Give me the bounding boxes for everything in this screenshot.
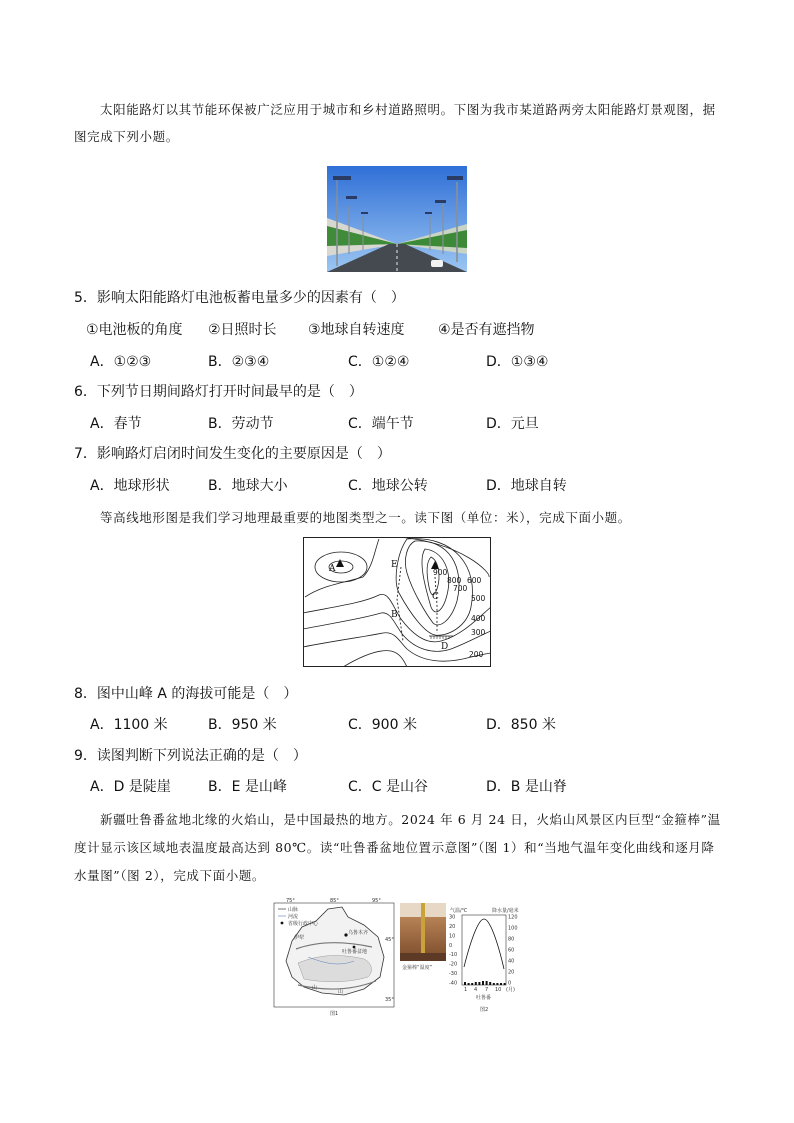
label-c: C bbox=[432, 592, 439, 602]
month-10: 10 bbox=[495, 987, 502, 993]
question-6-stem: 6．下列节日期间路灯打开时间最早的是（ ） bbox=[74, 384, 363, 400]
left-tick-label: 10 bbox=[449, 933, 456, 940]
label-b: B bbox=[391, 610, 398, 620]
right-tick-label: 20 bbox=[508, 969, 515, 976]
fig2-station: 吐鲁番 bbox=[476, 995, 492, 1001]
q8-option-a[interactable]: A．1100 米 bbox=[90, 717, 168, 733]
q9-option-b[interactable]: B．E 是山峰 bbox=[208, 779, 287, 795]
contour-400: 400 bbox=[471, 614, 486, 623]
right-tick-label: 0 bbox=[508, 980, 512, 987]
question-7-stem: 7．影响路灯启闭时间发生变化的主要原因是（ ） bbox=[74, 446, 391, 462]
fig2-right-title: 降水量/毫米 bbox=[492, 908, 519, 914]
right-tick-label: 60 bbox=[508, 947, 515, 954]
contour-800: 800 bbox=[447, 576, 462, 585]
left-tick-label: 20 bbox=[449, 923, 456, 930]
solar-lamp-photo bbox=[327, 166, 467, 272]
photo-caption: 金箍棒“温度” bbox=[402, 965, 433, 971]
label-a: A bbox=[329, 564, 336, 574]
intro-contour-map: 等高线地形图是我们学习地理最重要的地图类型之一。读下图（单位：米），完成下面小题。 bbox=[100, 510, 631, 525]
q5-item-3: ③地球自转速度 bbox=[308, 322, 405, 338]
turpan-dot-icon bbox=[353, 946, 356, 949]
q9-option-d[interactable]: D．B 是山脊 bbox=[486, 779, 567, 795]
thermometer-photo bbox=[400, 903, 446, 973]
q7-option-d[interactable]: D．地球自转 bbox=[486, 478, 567, 494]
q8-option-c[interactable]: C．900 米 bbox=[348, 717, 417, 733]
q6-option-c[interactable]: C．端午节 bbox=[348, 416, 414, 432]
fig2-left-title: 气温/℃ bbox=[450, 908, 468, 914]
lon-75: 75° bbox=[286, 898, 295, 904]
contour-900: 900 bbox=[433, 568, 448, 577]
q5-item-2: ②日照时长 bbox=[208, 322, 277, 338]
left-tick-label: -40 bbox=[449, 980, 458, 987]
place-urumqi: 乌鲁木齐 bbox=[348, 930, 369, 936]
contour-200: 200 bbox=[469, 650, 484, 659]
legend-capital: 省级行政中心 bbox=[288, 921, 319, 927]
q7-option-a[interactable]: A．地球形状 bbox=[90, 478, 170, 494]
q5-option-d[interactable]: D．①③④ bbox=[486, 354, 549, 370]
month-1: 1 bbox=[464, 987, 468, 993]
lon-95: 95° bbox=[372, 898, 381, 904]
month-unit: (月) bbox=[506, 987, 515, 993]
q5-option-c[interactable]: C．①②④ bbox=[348, 354, 410, 370]
contour-map bbox=[303, 537, 491, 667]
contour-300: 300 bbox=[471, 628, 486, 637]
left-tick-label: -30 bbox=[449, 971, 458, 978]
left-tick-label: 0 bbox=[449, 942, 453, 949]
month-7: 7 bbox=[485, 987, 489, 993]
fig1-caption: 图1 bbox=[330, 1011, 339, 1017]
q7-option-c[interactable]: C．地球公转 bbox=[348, 478, 428, 494]
contour-700: 700 bbox=[453, 584, 468, 593]
q6-option-b[interactable]: B．劳动节 bbox=[208, 416, 274, 432]
lat-45: 45° bbox=[385, 937, 394, 943]
right-tick-label: 80 bbox=[508, 936, 515, 943]
legend-mountain: 山脉 bbox=[288, 907, 299, 913]
contour-500: 500 bbox=[471, 594, 486, 603]
left-tick-label: -20 bbox=[449, 961, 458, 968]
turpan-climate-chart bbox=[448, 903, 528, 1015]
q5-item-4: ④是否有遮挡物 bbox=[438, 322, 535, 338]
q8-option-d[interactable]: D．850 米 bbox=[486, 717, 556, 733]
intro-solar-lamp: 太阳能路灯以其节能环保被广泛应用于城市和乡村道路照明。下图为我市某道路两旁太阳能路灯景观图，据图完成下列小题。 bbox=[74, 102, 716, 144]
right-tick-label: 100 bbox=[508, 925, 518, 932]
place-turpan: 吐鲁番盆地 bbox=[342, 949, 368, 955]
turpan-location-map bbox=[268, 897, 398, 1017]
legend-river: 河流 bbox=[288, 914, 299, 920]
q5-option-a[interactable]: A．①②③ bbox=[90, 354, 152, 370]
fig2-caption: 图2 bbox=[480, 1007, 489, 1013]
place-mountain-2: 山 bbox=[338, 989, 344, 995]
place-mountain-1: 山 bbox=[312, 985, 318, 991]
place-yili: 伊犁 bbox=[294, 935, 305, 941]
right-tick-label: 40 bbox=[508, 958, 515, 965]
q9-option-a[interactable]: A．D 是陡崖 bbox=[90, 779, 171, 795]
q7-option-b[interactable]: B．地球大小 bbox=[208, 478, 288, 494]
q6-option-d[interactable]: D．元旦 bbox=[486, 416, 539, 432]
question-5-stem: 5．影响太阳能路灯电池板蓄电量多少的因素有（ ） bbox=[74, 290, 405, 306]
label-d: D bbox=[441, 642, 449, 652]
label-e: E bbox=[391, 560, 398, 570]
intro-turpan: 新疆吐鲁番盆地北缘的火焰山，是中国最热的地方。2024 年 6 月 24 日，火焰山风景区内巨型“金箍棒”温度计显示该区域地表温度最高达到 80℃。读“吐鲁番盆地位置示意图”（图 1）和“当地气温年变化曲线和逐月降水量图”（图 2），完成下面小题。 bbox=[74, 812, 721, 883]
lat-35: 35° bbox=[385, 997, 394, 1003]
q5-item-1: ①电池板的角度 bbox=[86, 322, 183, 338]
q5-option-b[interactable]: B．②③④ bbox=[208, 354, 270, 370]
left-tick-label: -10 bbox=[449, 952, 458, 959]
left-tick-label: 30 bbox=[449, 914, 456, 921]
question-8-stem: 8．图中山峰 A 的海拔可能是（ ） bbox=[74, 686, 298, 702]
q6-option-a[interactable]: A．春节 bbox=[90, 416, 142, 432]
contour-600: 600 bbox=[467, 576, 482, 585]
question-9-stem: 9．读图判断下列说法正确的是（ ） bbox=[74, 748, 307, 764]
q9-option-c[interactable]: C．C 是山谷 bbox=[348, 779, 429, 795]
right-tick-label: 120 bbox=[508, 914, 518, 921]
lon-85: 85° bbox=[330, 898, 339, 904]
month-4: 4 bbox=[474, 987, 478, 993]
q8-option-b[interactable]: B．950 米 bbox=[208, 717, 277, 733]
